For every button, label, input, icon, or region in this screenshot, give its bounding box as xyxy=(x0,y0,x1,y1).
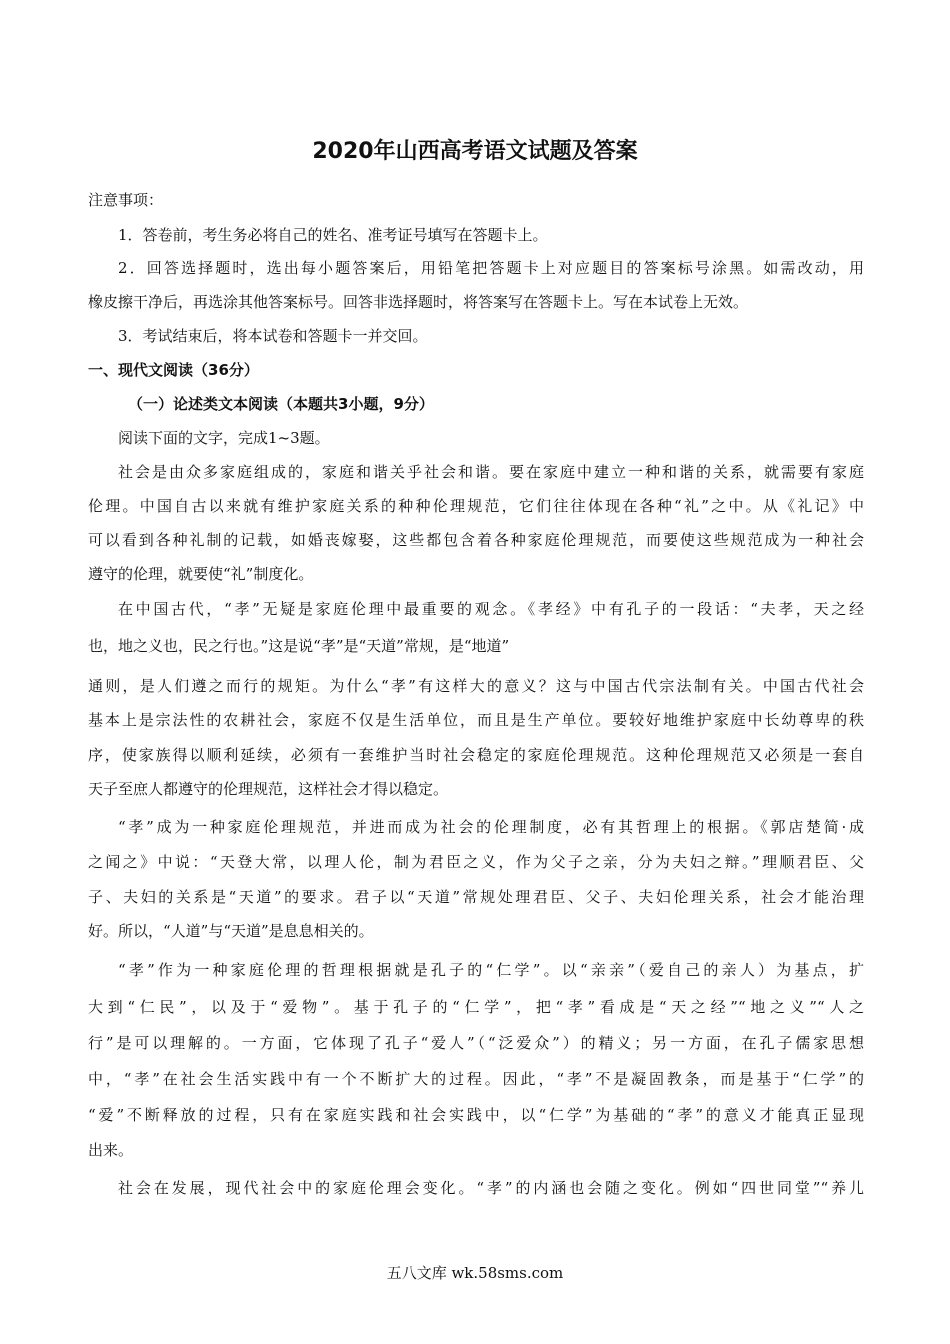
passage-line: 通则，是人们遵之而行的规矩。为什么“孝”有这样大的意义？这与中国古代宗法制有关。中国古代社会 xyxy=(88,677,864,695)
passage-line: “孝”成为一种家庭伦理规范，并进而成为社会的伦理制度，必有其哲理上的根据。《郭店楚简·成 xyxy=(118,818,864,836)
passage-line: 好。所以，“人道”与“天道”是息息相关的。 xyxy=(88,922,374,940)
passage-line: 伦理。中国自古以来就有维护家庭关系的种种伦理规范，它们往往体现在各种“礼”之中。从《礼记》中 xyxy=(88,497,864,515)
passage-line: 中，“孝”在社会生活实践中有一个不断扩大的过程。因此，“孝”不是凝固教条，而是基于“仁学”的 xyxy=(88,1070,864,1088)
section-heading: 一、现代文阅读（36分） xyxy=(88,361,259,379)
notice-item-3: 3．考试结束后，将本试卷和答题卡一并交回。 xyxy=(118,327,428,345)
notice-heading: 注意事项： xyxy=(88,191,164,209)
passage-line: 基本上是宗法性的农耕社会，家庭不仅是生活单位，而且是生产单位。要较好地维护家庭中长幼尊卑的秩 xyxy=(88,711,864,729)
passage-line: 序，使家族得以顺利延续，必须有一套维护当时社会稳定的家庭伦理规范。这种伦理规范又必须是一套自 xyxy=(88,746,864,764)
passage-line: 社会在发展，现代社会中的家庭伦理会变化。“孝”的内涵也会随之变化。例如“四世同堂”“养儿 xyxy=(118,1179,864,1197)
passage-line: 出来。 xyxy=(88,1141,134,1159)
page-footer: 五八文库 wk.58sms.com xyxy=(386,1264,564,1282)
passage-line: “爱”不断释放的过程，只有在家庭实践和社会实践中，以“仁学”为基础的“孝”的意义才能真正显现 xyxy=(88,1106,864,1124)
notice-item-1: 1．答卷前，考生务必将自己的姓名、准考证号填写在答题卡上。 xyxy=(118,226,548,244)
passage-line: 在中国古代，“孝”无疑是家庭伦理中最重要的观念。《孝经》中有孔子的一段话：“夫孝，天之经 xyxy=(118,600,864,618)
passage-line: 遵守的伦理，就要使“礼”制度化。 xyxy=(88,565,314,583)
passage-line: 可以看到各种礼制的记载，如婚丧嫁娶，这些都包含着各种家庭伦理规范，而要使这些规范成为一种社会 xyxy=(88,531,864,549)
passage-line: 也，地之义也，民之行也。”这是说“孝”是“天道”常规，是“地道” xyxy=(88,637,510,655)
passage-line: “孝”作为一种家庭伦理的哲理根据就是孔子的“仁学”。以“亲亲”（爱自己的亲人）为基点，扩 xyxy=(118,961,864,979)
passage-line: 社会是由众多家庭组成的，家庭和谐关乎社会和谐。要在家庭中建立一种和谐的关系，就需要有家庭 xyxy=(118,463,864,481)
passage-line: 子、夫妇的关系是“天道”的要求。君子以“天道”常规处理君臣、父子、夫妇伦理关系，社会才能治理 xyxy=(88,888,864,906)
notice-item-2-cont: 橡皮擦干净后，再选涂其他答案标号。回答非选择题时，将答案写在答题卡上。写在本试卷上无效。 xyxy=(88,293,749,311)
notice-item-2: 2．回答选择题时，选出每小题答案后，用铅笔把答题卡上对应题目的答案标号涂黑。如需改动，用 xyxy=(118,259,864,277)
passage-line: 之闻之》中说：“天登大常，以理人伦，制为君臣之义，作为父子之亲，分为夫妇之辩。”理顺君臣、父 xyxy=(88,853,864,871)
passage-line: 大到“仁民”，以及于“爱物”。基于孔子的“仁学”，把“孝”看成是“天之经”“地之义”“人之 xyxy=(88,998,864,1016)
passage-line: 天子至庶人都遵守的伦理规范，这样社会才得以稳定。 xyxy=(88,780,449,798)
passage-line: 行”是可以理解的。一方面，它体现了孔子“爱人”（“泛爱众”）的精义；另一方面，在孔子儒家思想 xyxy=(88,1034,864,1052)
document-title: 2020年山西高考语文试题及答案 xyxy=(312,139,638,164)
reading-instruction: 阅读下面的文字，完成1~3题。 xyxy=(118,429,330,447)
subsection-heading: （一）论述类文本阅读（本题共3小题，9分） xyxy=(128,395,434,413)
